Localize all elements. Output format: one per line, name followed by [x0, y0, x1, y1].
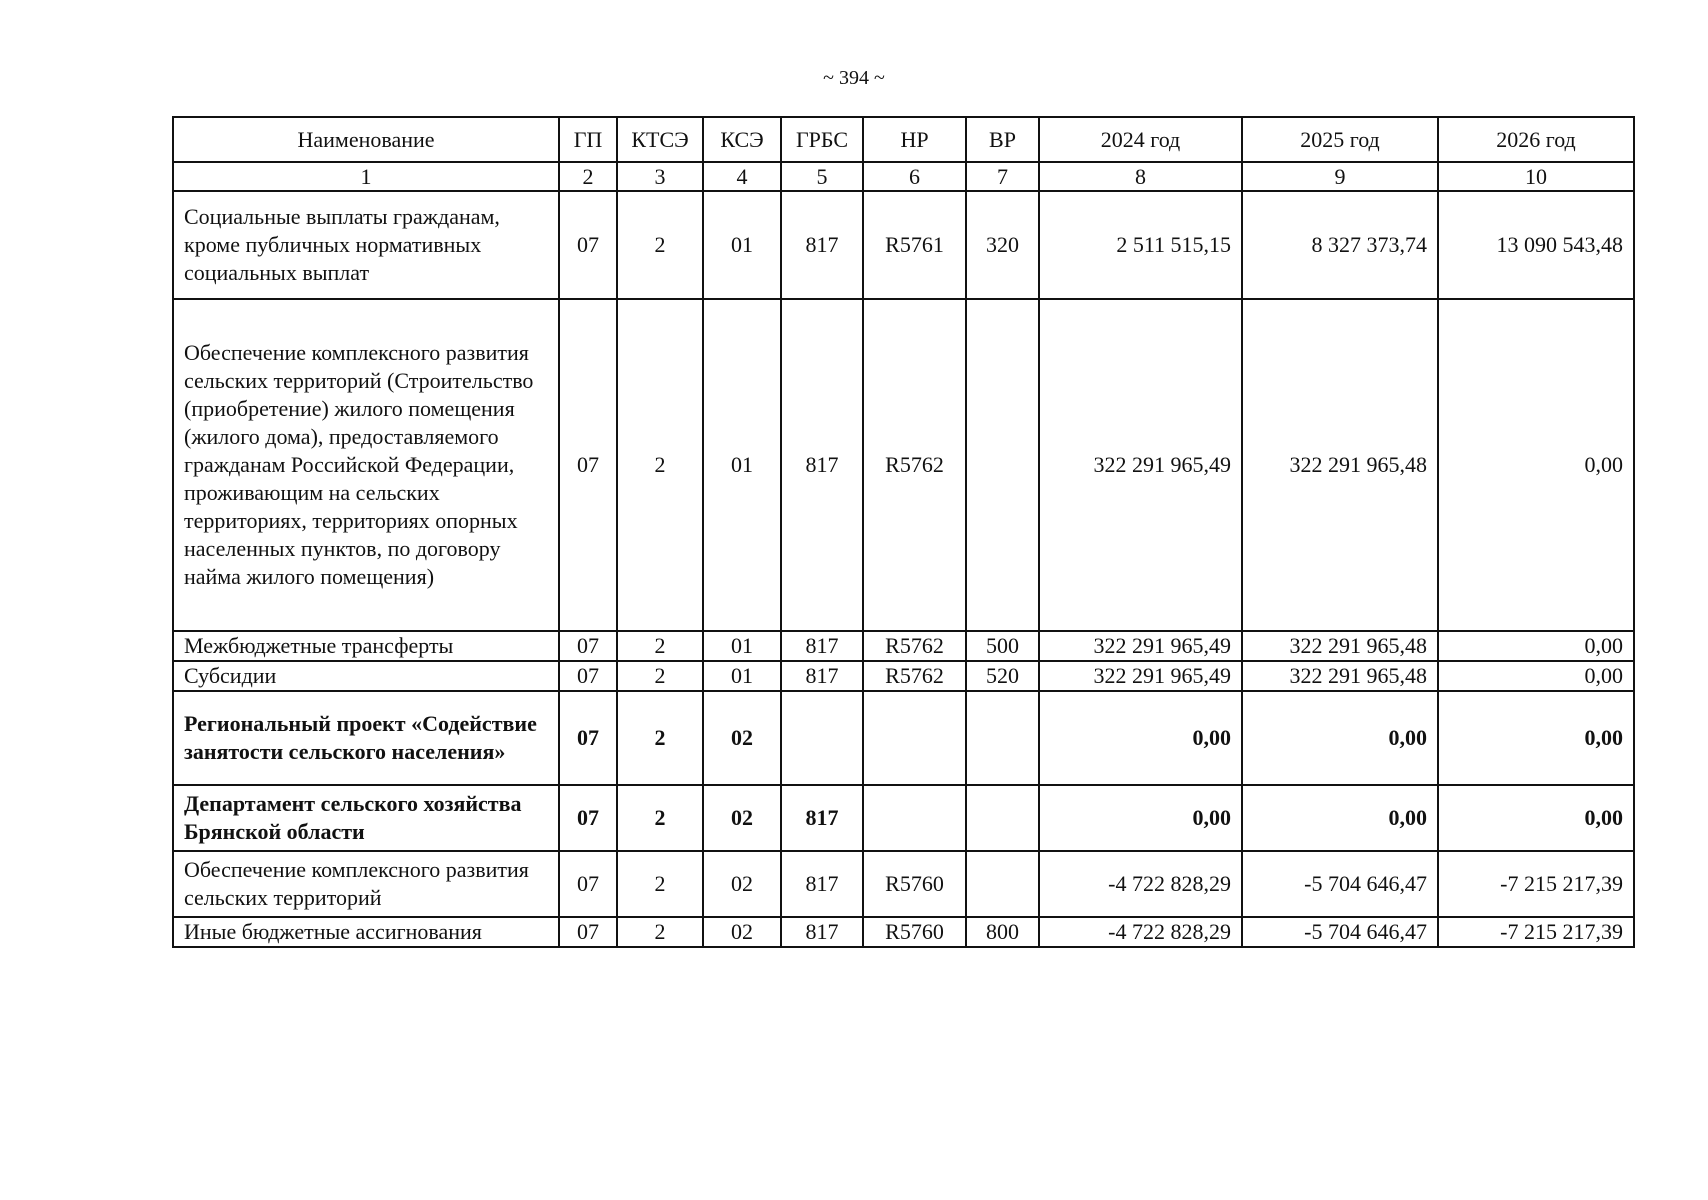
- row-2025: 322 291 965,48: [1242, 661, 1438, 691]
- row-kse: 01: [703, 661, 781, 691]
- column-number: 1: [173, 162, 559, 191]
- table-row: [173, 851, 1634, 917]
- row-name: Обеспечение комплексного развития сельских территорий: [173, 851, 559, 917]
- row-2024: 0,00: [1039, 691, 1242, 785]
- row-grbs: 817: [781, 299, 863, 631]
- header-2024: 2024 год: [1039, 117, 1242, 162]
- row-kse: 01: [703, 191, 781, 299]
- header-ktse: КТСЭ: [617, 117, 703, 162]
- row-name: Обеспечение комплексного развития сельских территорий (Строительство (приобретение) жилого помещения (жилого дома), предоставляемого гражданам Российской Федерации, проживающим на сельских территориях, территориях опорных населенных пунктов, по договору найма жилого помещения): [173, 299, 559, 631]
- budget-table: [172, 116, 1635, 948]
- row-ktse: 2: [617, 851, 703, 917]
- row-kse: 02: [703, 691, 781, 785]
- row-2025: 322 291 965,48: [1242, 631, 1438, 661]
- row-vr: 500: [966, 631, 1039, 661]
- row-ktse: 2: [617, 661, 703, 691]
- row-2025: -5 704 646,47: [1242, 917, 1438, 947]
- row-grbs: 817: [781, 661, 863, 691]
- row-2026: 0,00: [1438, 661, 1634, 691]
- row-gp: 07: [559, 917, 617, 947]
- table-row: [173, 299, 1634, 631]
- header-2025: 2025 год: [1242, 117, 1438, 162]
- column-number-row: [173, 162, 1634, 191]
- row-gp: 07: [559, 631, 617, 661]
- row-2025: 0,00: [1242, 691, 1438, 785]
- row-2025: 8 327 373,74: [1242, 191, 1438, 299]
- row-nr: [863, 691, 966, 785]
- column-number: 6: [863, 162, 966, 191]
- row-kse: 01: [703, 299, 781, 631]
- page-number: ~ 394 ~: [823, 67, 885, 89]
- row-kse: 02: [703, 785, 781, 851]
- column-number: 4: [703, 162, 781, 191]
- row-ktse: 2: [617, 299, 703, 631]
- row-vr: 800: [966, 917, 1039, 947]
- row-kse: 02: [703, 851, 781, 917]
- row-2026: -7 215 217,39: [1438, 917, 1634, 947]
- row-name: Субсидии: [173, 661, 559, 691]
- row-2026: 0,00: [1438, 299, 1634, 631]
- header-name: Наименование: [173, 117, 559, 162]
- row-vr: 320: [966, 191, 1039, 299]
- row-2024: -4 722 828,29: [1039, 917, 1242, 947]
- row-vr: [966, 851, 1039, 917]
- row-gp: 07: [559, 851, 617, 917]
- row-gp: 07: [559, 661, 617, 691]
- row-name: Иные бюджетные ассигнования: [173, 917, 559, 947]
- row-nr: [863, 785, 966, 851]
- row-2026: -7 215 217,39: [1438, 851, 1634, 917]
- row-2024: 322 291 965,49: [1039, 631, 1242, 661]
- row-grbs: 817: [781, 851, 863, 917]
- row-2026: 13 090 543,48: [1438, 191, 1634, 299]
- row-grbs: 817: [781, 191, 863, 299]
- row-name: Региональный проект «Содействие занятости сельского населения»: [173, 691, 559, 785]
- row-nr: R5762: [863, 631, 966, 661]
- table-row: [173, 785, 1634, 851]
- row-2025: 322 291 965,48: [1242, 299, 1438, 631]
- row-nr: R5760: [863, 917, 966, 947]
- row-nr: R5762: [863, 299, 966, 631]
- row-nr: R5761: [863, 191, 966, 299]
- row-2024: 0,00: [1039, 785, 1242, 851]
- table-row: [173, 917, 1634, 947]
- row-ktse: 2: [617, 785, 703, 851]
- column-number: 5: [781, 162, 863, 191]
- row-nr: R5760: [863, 851, 966, 917]
- row-vr: [966, 691, 1039, 785]
- header-row: [173, 117, 1634, 162]
- header-vr: ВР: [966, 117, 1039, 162]
- row-vr: 520: [966, 661, 1039, 691]
- row-ktse: 2: [617, 191, 703, 299]
- row-2025: 0,00: [1242, 785, 1438, 851]
- row-nr: R5762: [863, 661, 966, 691]
- header-grbs: ГРБС: [781, 117, 863, 162]
- row-grbs: 817: [781, 785, 863, 851]
- table-row: [173, 661, 1634, 691]
- header-gp: ГП: [559, 117, 617, 162]
- row-name: Социальные выплаты гражданам, кроме публичных нормативных социальных выплат: [173, 191, 559, 299]
- row-2024: -4 722 828,29: [1039, 851, 1242, 917]
- row-kse: 02: [703, 917, 781, 947]
- row-gp: 07: [559, 191, 617, 299]
- row-name: Департамент сельского хозяйства Брянской области: [173, 785, 559, 851]
- row-grbs: 817: [781, 917, 863, 947]
- table-row: [173, 631, 1634, 661]
- row-2024: 322 291 965,49: [1039, 661, 1242, 691]
- row-ktse: 2: [617, 917, 703, 947]
- row-gp: 07: [559, 785, 617, 851]
- row-vr: [966, 785, 1039, 851]
- row-2026: 0,00: [1438, 631, 1634, 661]
- header-nr: НР: [863, 117, 966, 162]
- column-number: 9: [1242, 162, 1438, 191]
- column-number: 2: [559, 162, 617, 191]
- column-number: 7: [966, 162, 1039, 191]
- row-gp: 07: [559, 299, 617, 631]
- row-2024: 2 511 515,15: [1039, 191, 1242, 299]
- row-2025: -5 704 646,47: [1242, 851, 1438, 917]
- row-gp: 07: [559, 691, 617, 785]
- row-2026: 0,00: [1438, 691, 1634, 785]
- row-ktse: 2: [617, 631, 703, 661]
- row-2026: 0,00: [1438, 785, 1634, 851]
- column-number: 3: [617, 162, 703, 191]
- row-ktse: 2: [617, 691, 703, 785]
- row-grbs: [781, 691, 863, 785]
- row-grbs: 817: [781, 631, 863, 661]
- column-number: 8: [1039, 162, 1242, 191]
- row-vr: [966, 299, 1039, 631]
- header-kse: КСЭ: [703, 117, 781, 162]
- row-kse: 01: [703, 631, 781, 661]
- row-name: Межбюджетные трансферты: [173, 631, 559, 661]
- column-number: 10: [1438, 162, 1634, 191]
- header-2026: 2026 год: [1438, 117, 1634, 162]
- row-2024: 322 291 965,49: [1039, 299, 1242, 631]
- table-row: [173, 691, 1634, 785]
- table-row: [173, 191, 1634, 299]
